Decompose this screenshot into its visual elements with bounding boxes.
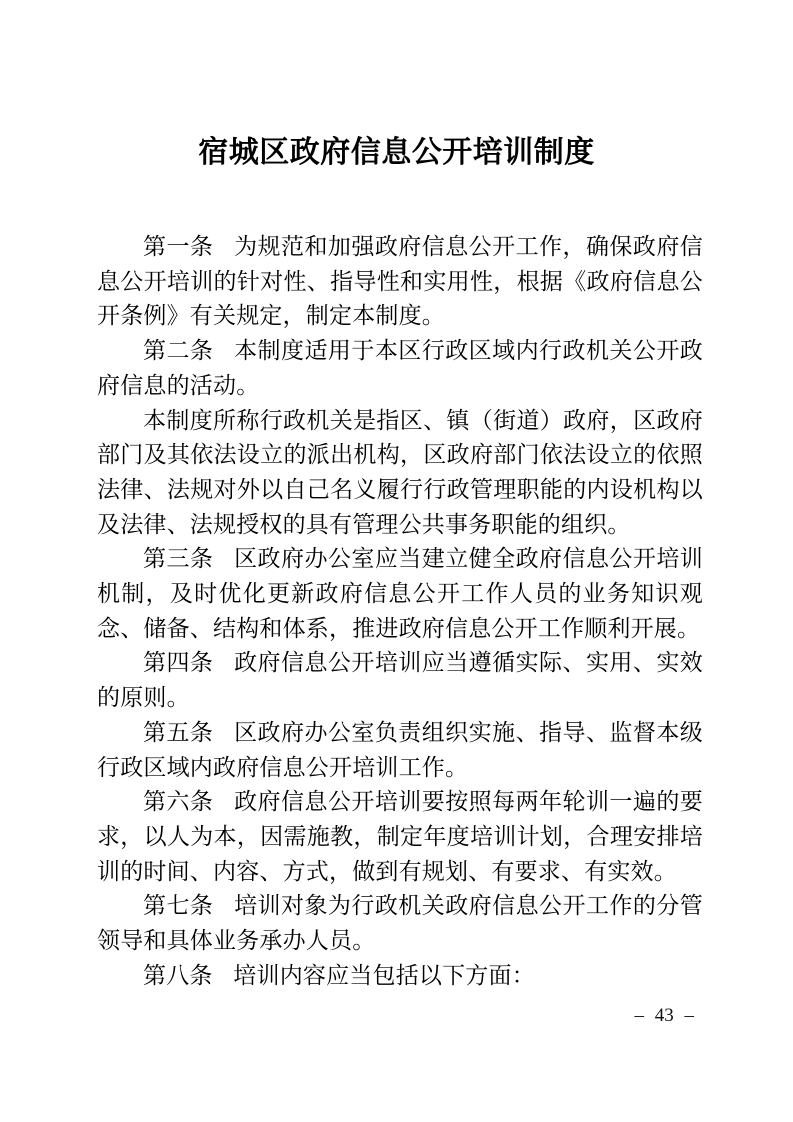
- paragraph: [97, 958, 703, 993]
- article-number-label: 第八条: [143, 961, 213, 988]
- page-number: – 43 –: [634, 1005, 694, 1026]
- paragraph: [97, 715, 703, 784]
- article-number-label: 第三条: [143, 545, 214, 572]
- paragraph: [97, 645, 703, 714]
- article-number-label: 第五条: [143, 718, 214, 745]
- article-number-label: 第一条: [143, 233, 214, 259]
- article-text: 政府信息公开培训应当遵循实际、实用、实效的原则。: [97, 649, 704, 711]
- article-text: 培训内容应当包括以下方面：: [233, 961, 535, 988]
- article-text: 政府信息公开培训要按照每两年轮训一遍的要求，以人为本，因需施教，制定年度培训计划，合理安排培训的时间、内容、方式，做到有规划、有要求、有实效。: [97, 788, 704, 884]
- document-body: [97, 229, 703, 992]
- article-text: 本制度适用于本区行政区域内行政机关公开政府信息的活动。: [97, 337, 704, 398]
- article-number-label: 第六条: [143, 788, 214, 815]
- article-text: 区政府办公室应当建立健全政府信息公开培训机制，及时优化更新政府信息公开工作人员的业务知识观念、储备、结构和体系，推进政府信息公开工作顺利开展。: [97, 545, 704, 641]
- article-text: 本制度所称行政机关是指区、镇（街道）政府，区政府部门及其依法设立的派出机构，区政府部门依法设立的依照法律、法规对外以自己名义履行行政管理职能的内设机构以及法律、法规授权的具有管理公共事务职能的组织。: [97, 406, 703, 537]
- article-number-label: 第四条: [143, 649, 214, 676]
- article-text: 区政府办公室负责组织实施、指导、监督本级行政区域内政府信息公开培训工作。: [97, 718, 704, 780]
- paragraph: [97, 403, 703, 542]
- article-number-label: 第七条: [143, 892, 214, 919]
- page-title: 宿城区政府信息公开培训制度: [198, 136, 595, 169]
- article-text: 为规范和加强政府信息公开工作，确保政府信息公开培训的针对性、指导性和实用性，根据《政府信息公开条例》有关规定，制定本制度。: [97, 233, 704, 329]
- article-text: 培训对象为行政机关政府信息公开工作的分管领导和具体业务承办人员。: [97, 892, 704, 954]
- paragraph: [97, 333, 703, 402]
- article-number-label: 第二条: [143, 337, 214, 364]
- paragraph: [97, 888, 703, 957]
- paragraph: [97, 541, 703, 645]
- paragraph: [97, 229, 703, 333]
- paragraph: [97, 784, 703, 888]
